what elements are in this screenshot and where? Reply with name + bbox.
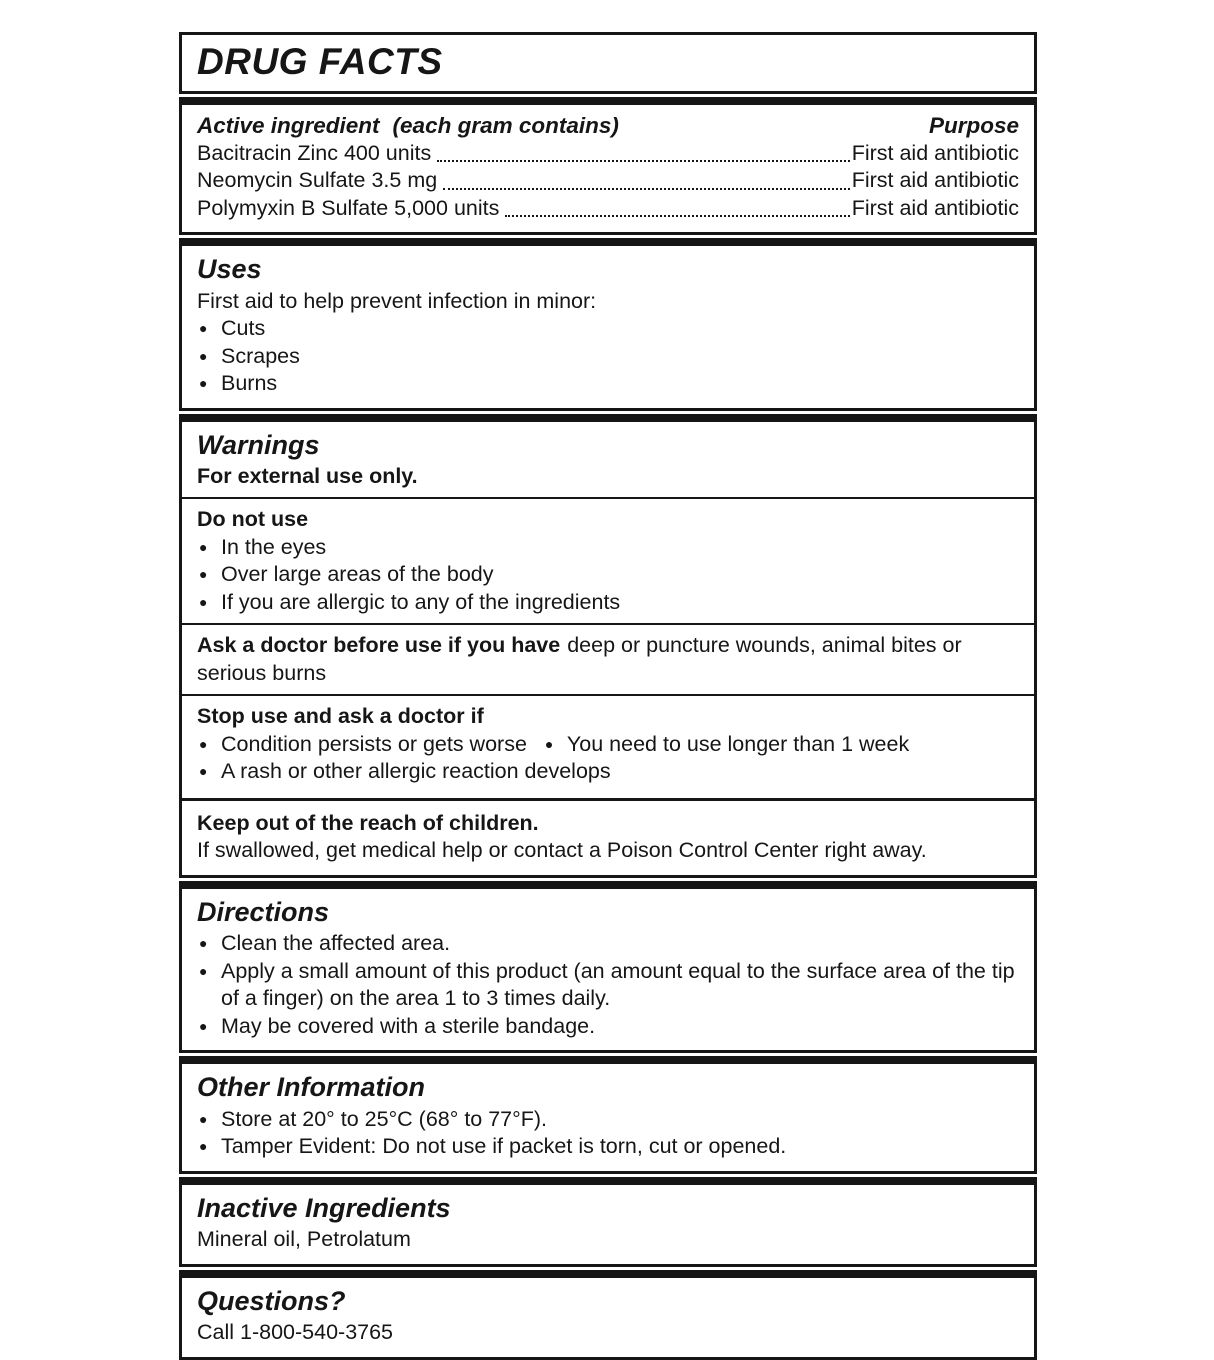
ask-doctor-text: deep or puncture wounds, animal bites or serious burns [197, 633, 962, 685]
ingredient-name: Bacitracin Zinc 400 units [197, 140, 432, 165]
uses-heading: Uses [197, 254, 262, 285]
ingredient-row [197, 195, 1019, 223]
list-item-text: May be covered with a sterile bandage. [221, 1013, 596, 1038]
ask-doctor-statement [197, 632, 1019, 687]
list-item [197, 589, 1019, 617]
purpose-heading: Purpose [928, 112, 1019, 138]
questions-phone: Call 1-800-540-3765 [197, 1320, 394, 1345]
list-item-text: A rash or other allergic reaction develops [221, 759, 611, 784]
list-item-text: Scrapes [221, 343, 300, 368]
inactive-ingredients-section [179, 1177, 1037, 1267]
list-item-text: Apply a small amount of this product (an amount equal to the surface area of the tip of a finger) on the area 1 to 3 times daily. [221, 958, 1015, 1011]
list-item-text: Burns [221, 371, 278, 396]
inactive-ingredients-heading: Inactive Ingredients [197, 1192, 451, 1223]
list-item-text: Tamper Evident: Do not use if packet is torn, cut or opened. [221, 1134, 787, 1159]
bullet-icon: ● [199, 347, 208, 364]
keep-out-text: If swallowed, get medical help or contact a Poison Control Center right away. [197, 838, 927, 863]
other-information-section [179, 1056, 1037, 1173]
inactive-ingredients-text: Mineral oil, Petrolatum [197, 1227, 411, 1252]
bullet-icon: ● [199, 1110, 208, 1127]
do-not-use-heading: Do not use [197, 507, 309, 532]
bullet-icon: ● [199, 538, 208, 555]
list-item-text: If you are allergic to any of the ingredients [221, 589, 621, 614]
keep-out-heading: Keep out of the reach of children. [197, 810, 539, 835]
ingredient-purpose: First aid antibiotic [851, 140, 1019, 165]
divider [182, 497, 1034, 499]
list-item-text: Condition persists or gets worse [221, 731, 527, 756]
questions-heading: Questions? [197, 1285, 346, 1316]
bullet-icon: ● [199, 935, 208, 952]
active-ingredient-heading-row [197, 111, 1019, 140]
divider [182, 623, 1034, 625]
divider [182, 798, 1034, 801]
list-item [197, 315, 1019, 343]
questions-section [179, 1270, 1037, 1360]
bullet-icon: ● [199, 320, 208, 337]
list-item-text: Store at 20° to 25°C (68° to 77°F). [221, 1106, 547, 1131]
list-item-text: You need to use longer than 1 week [566, 731, 910, 756]
list-item [197, 370, 1019, 398]
uses-intro: First aid to help prevent infection in minor: [197, 288, 597, 313]
ingredient-name: Neomycin Sulfate 3.5 mg [197, 168, 438, 193]
drug-facts-label [179, 32, 1037, 1360]
bullet-icon: ● [199, 566, 208, 583]
bullet-icon: ● [199, 375, 208, 392]
list-item-text: Cuts [221, 316, 266, 341]
list-item-text: Clean the affected area. [221, 931, 451, 956]
ingredient-row [197, 167, 1019, 195]
bullet-icon: ● [199, 1017, 208, 1034]
external-use-statement: For external use only. [197, 463, 418, 488]
other-information-heading: Other Information [197, 1072, 425, 1103]
list-item [197, 758, 1019, 786]
bullet-icon: ● [199, 593, 208, 610]
active-ingredient-heading: Active ingredient [197, 112, 380, 138]
divider [182, 694, 1034, 696]
list-item [197, 534, 1019, 562]
list-item [197, 930, 1019, 958]
ingredient-purpose: First aid antibiotic [851, 195, 1019, 220]
dotted-leader [443, 188, 850, 190]
active-ingredient-note: (each gram contains) [392, 112, 619, 138]
directions-heading: Directions [197, 896, 330, 927]
ingredient-row [197, 140, 1019, 168]
ask-doctor-lead: Ask a doctor before use if you have [197, 633, 561, 658]
ingredient-name: Polymyxin B Sulfate 5,000 units [197, 195, 500, 220]
ingredient-purpose: First aid antibiotic [851, 168, 1019, 193]
stop-use-heading: Stop use and ask a doctor if [197, 704, 484, 729]
page-title: DRUG FACTS [197, 41, 443, 82]
bullet-icon: ● [199, 735, 208, 752]
list-item-text: In the eyes [221, 534, 327, 559]
list-item-row [197, 731, 1019, 759]
bullet-icon: ● [544, 735, 554, 752]
bullet-icon: ● [199, 962, 208, 979]
list-item [197, 1106, 1019, 1134]
list-item-text: Over large areas of the body [221, 562, 494, 587]
directions-section [179, 881, 1037, 1053]
list-item [197, 1133, 1019, 1161]
list-item [197, 343, 1019, 371]
list-item [197, 958, 1019, 1013]
bullet-icon: ● [199, 763, 208, 780]
list-item [197, 731, 527, 759]
list-item [197, 1013, 1019, 1041]
drug-facts-header [179, 32, 1037, 94]
warnings-heading: Warnings [197, 429, 320, 460]
dotted-leader [505, 215, 849, 217]
list-item [543, 731, 909, 759]
active-ingredient-section [179, 97, 1037, 236]
uses-section [179, 238, 1037, 410]
warnings-section [179, 414, 1037, 878]
list-item [197, 561, 1019, 589]
dotted-leader [437, 160, 849, 162]
bullet-icon: ● [199, 1138, 208, 1155]
